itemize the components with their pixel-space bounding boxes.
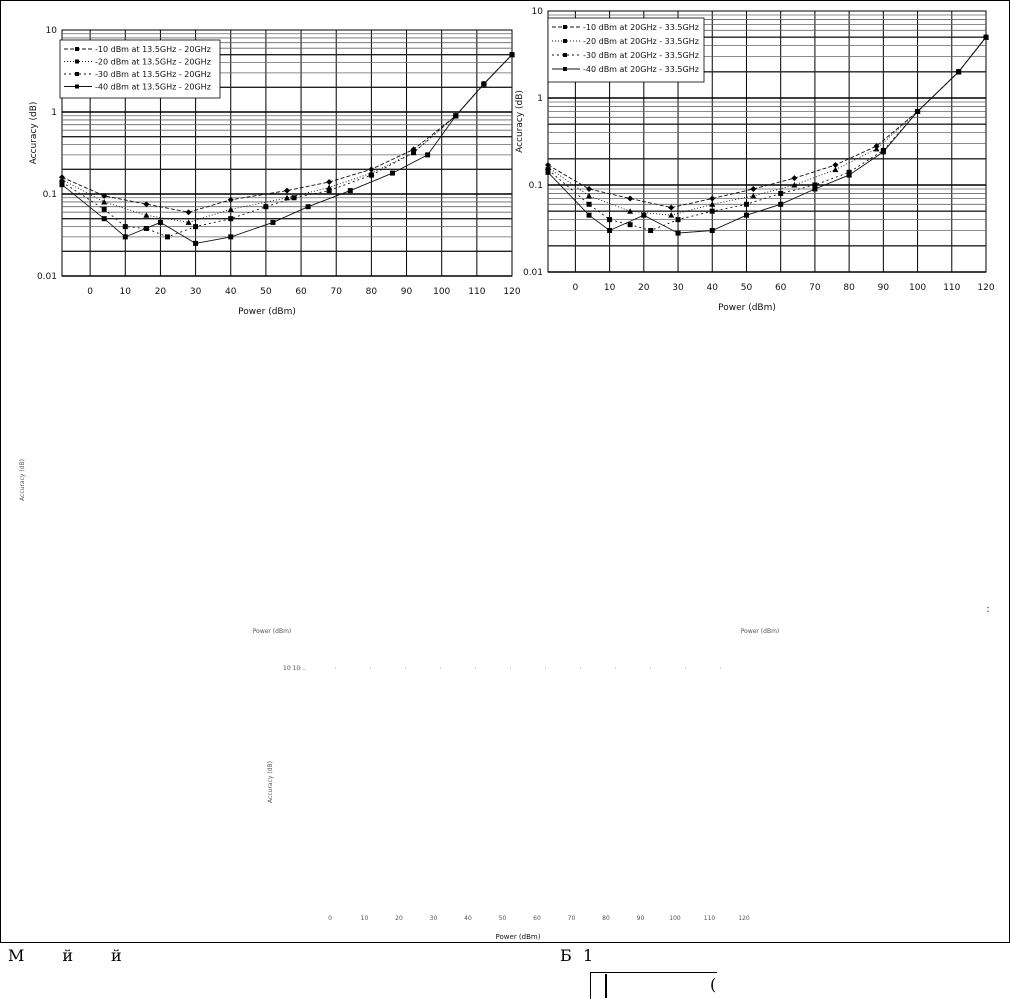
y-tick-label: 1 <box>537 94 543 104</box>
data-point <box>778 202 783 207</box>
data-point <box>676 231 681 236</box>
legend-swatch-marker <box>75 72 79 76</box>
x-axis-title: Power (dBm) <box>238 307 296 317</box>
x-tick-label: 70 <box>809 283 821 293</box>
x-tick-label: 60 <box>295 287 307 297</box>
x-tick-label: 120 <box>977 283 995 293</box>
data-point <box>481 81 486 86</box>
data-point <box>956 69 961 74</box>
legend-swatch-marker <box>563 39 567 43</box>
ghost-bottom-tick: 70 <box>567 915 576 922</box>
footer-table-box <box>590 972 717 999</box>
data-point <box>306 204 311 209</box>
legend-entry: -20 dBm at 20GHz - 33.5GHz <box>583 37 699 46</box>
x-tick-label: 70 <box>330 287 342 297</box>
legend-swatch-marker <box>75 85 79 89</box>
legend-entry: -40 dBm at 13.5GHz - 20GHz <box>95 82 211 92</box>
data-point <box>369 173 374 178</box>
data-point <box>510 52 515 57</box>
data-point <box>158 220 163 225</box>
y-tick-label: 0.1 <box>42 190 57 200</box>
ghost-bottom-tick: 120 <box>738 915 750 922</box>
data-point <box>710 209 715 214</box>
x-tick-label: 40 <box>225 287 237 297</box>
ghost-left-xlabel: Power (dBm) <box>252 628 292 635</box>
legend-swatch-marker <box>563 25 567 29</box>
data-point <box>425 152 430 157</box>
ghost-center-ylabel: Accuracy (dB) <box>267 761 274 803</box>
data-point <box>186 209 192 215</box>
data-point <box>668 212 674 218</box>
legend-entry: -10 dBm at 13.5GHz - 20GHz <box>95 45 211 54</box>
x-tick-label: 30 <box>189 287 202 297</box>
ghost-bottom-tick: 110 <box>703 915 716 922</box>
ghost-bottom-tick: 20 <box>395 915 403 922</box>
data-point <box>710 228 715 233</box>
data-point <box>586 186 592 192</box>
y-tick-label: 1 <box>51 108 57 118</box>
data-point <box>744 202 749 207</box>
legend-swatch-marker <box>75 47 79 51</box>
y-tick-label: 0.01 <box>522 268 543 278</box>
data-point <box>641 213 646 218</box>
data-point <box>607 228 612 233</box>
data-point <box>750 186 756 192</box>
footer-table-divider <box>605 974 607 998</box>
x-tick-label: 40 <box>706 283 718 293</box>
x-tick-label: 0 <box>572 283 579 293</box>
data-point <box>744 213 749 218</box>
ghost-bottom-tick: 0 <box>328 915 332 922</box>
data-point <box>263 204 268 209</box>
y-tick-label: 10 <box>45 26 57 36</box>
x-tick-label: 90 <box>400 287 413 297</box>
data-point <box>102 207 107 212</box>
data-point <box>292 195 297 200</box>
x-tick-label: 100 <box>908 283 927 293</box>
data-point <box>390 171 395 176</box>
data-point <box>165 234 170 239</box>
data-point <box>627 195 633 201</box>
data-point <box>628 222 633 227</box>
footer-strip <box>0 942 1010 999</box>
data-point <box>193 241 198 246</box>
x-tick-label: 100 <box>433 287 451 297</box>
legend-entry: -30 dBm at 13.5GHz - 20GHz <box>95 70 211 79</box>
footer-cell-label: 1 <box>583 946 594 965</box>
data-point <box>668 205 674 211</box>
data-point <box>326 179 332 185</box>
x-tick-label: 10 <box>603 283 616 293</box>
ghost-tiny-tick-row: 10 10 .. <box>283 665 306 672</box>
ghost-bottom-tick: 40 <box>464 915 472 922</box>
data-point <box>102 216 107 221</box>
data-point <box>143 212 149 218</box>
footer-mid-text: Б <box>560 946 572 965</box>
footer-table-text: ( <box>710 975 717 994</box>
data-point <box>915 109 920 114</box>
y-tick-label: 0.1 <box>528 181 543 191</box>
data-point <box>193 224 198 229</box>
ghost-bottom-tick: 100 <box>669 915 681 922</box>
data-point <box>812 186 817 191</box>
x-tick-label: 60 <box>774 283 787 293</box>
data-point <box>778 191 783 196</box>
y-axis-title: Accuracy (dB) <box>515 90 525 153</box>
data-point <box>228 206 234 212</box>
x-tick-label: 20 <box>154 287 167 297</box>
ghost-bottom-tick: 90 <box>636 915 645 922</box>
y-axis-title: Accuracy (dB) <box>29 101 39 165</box>
data-point <box>847 173 852 178</box>
y-tick-label: 10 <box>531 7 543 17</box>
x-tick-label: 90 <box>877 283 890 293</box>
ghost-right-edge-mark: : <box>986 604 990 615</box>
data-point <box>791 175 797 181</box>
legend-swatch-marker <box>563 53 567 57</box>
x-tick-label: 120 <box>503 287 521 297</box>
ghost-left-ylabel: Accuracy (dB) <box>19 459 26 501</box>
data-point <box>123 224 128 229</box>
ghost-right-xlabel: Power (dBm) <box>740 628 780 635</box>
data-point <box>60 182 65 187</box>
x-tick-label: 50 <box>740 283 753 293</box>
x-tick-label: 110 <box>943 283 961 293</box>
data-point <box>881 149 886 154</box>
data-point <box>123 234 128 239</box>
data-point <box>453 113 458 118</box>
data-point <box>607 217 612 222</box>
data-point <box>270 220 275 225</box>
legend-entry: -20 dBm at 13.5GHz - 20GHz <box>95 57 211 67</box>
data-point <box>546 170 551 175</box>
data-point <box>984 35 989 40</box>
ghost-bottom-tick: 80 <box>602 915 610 922</box>
ghost-bottom-tick: 60 <box>533 915 541 922</box>
x-tick-label: 0 <box>87 287 93 297</box>
data-point <box>348 188 353 193</box>
data-point <box>587 213 592 218</box>
legend-swatch-marker <box>563 67 567 71</box>
ghost-bottom-tick: 30 <box>429 915 438 922</box>
x-tick-label: 80 <box>843 283 855 293</box>
x-axis-title: Power (dBm) <box>718 303 776 313</box>
ghost-bottom-xlabel: Power (dBm) <box>495 933 541 941</box>
x-tick-label: 10 <box>119 287 132 297</box>
data-point <box>709 195 715 201</box>
data-point <box>411 150 416 155</box>
data-point <box>228 216 233 221</box>
data-point <box>327 188 332 193</box>
ghost-bottom-tick: 50 <box>498 915 507 922</box>
legend-entry: -40 dBm at 20GHz - 33.5GHz <box>583 65 699 74</box>
legend-entry: -30 dBm at 20GHz - 33.5GHz <box>583 51 699 60</box>
y-tick-label: 0.01 <box>36 272 57 282</box>
footer-left-text: Мйй <box>8 946 160 965</box>
data-point <box>648 228 653 233</box>
data-point <box>228 234 233 239</box>
x-tick-label: 80 <box>365 287 378 297</box>
legend-entry: -10 dBm at 20GHz - 33.5GHz <box>583 23 699 32</box>
x-tick-label: 50 <box>260 287 272 297</box>
data-point <box>832 167 838 173</box>
data-point <box>676 217 681 222</box>
x-tick-label: 20 <box>638 283 650 293</box>
x-tick-label: 30 <box>672 283 684 293</box>
ghost-bottom-tick: 10 <box>360 915 369 922</box>
x-tick-label: 110 <box>468 287 486 297</box>
data-point <box>284 188 290 194</box>
legend-swatch-marker <box>75 60 79 64</box>
data-point <box>587 202 592 207</box>
